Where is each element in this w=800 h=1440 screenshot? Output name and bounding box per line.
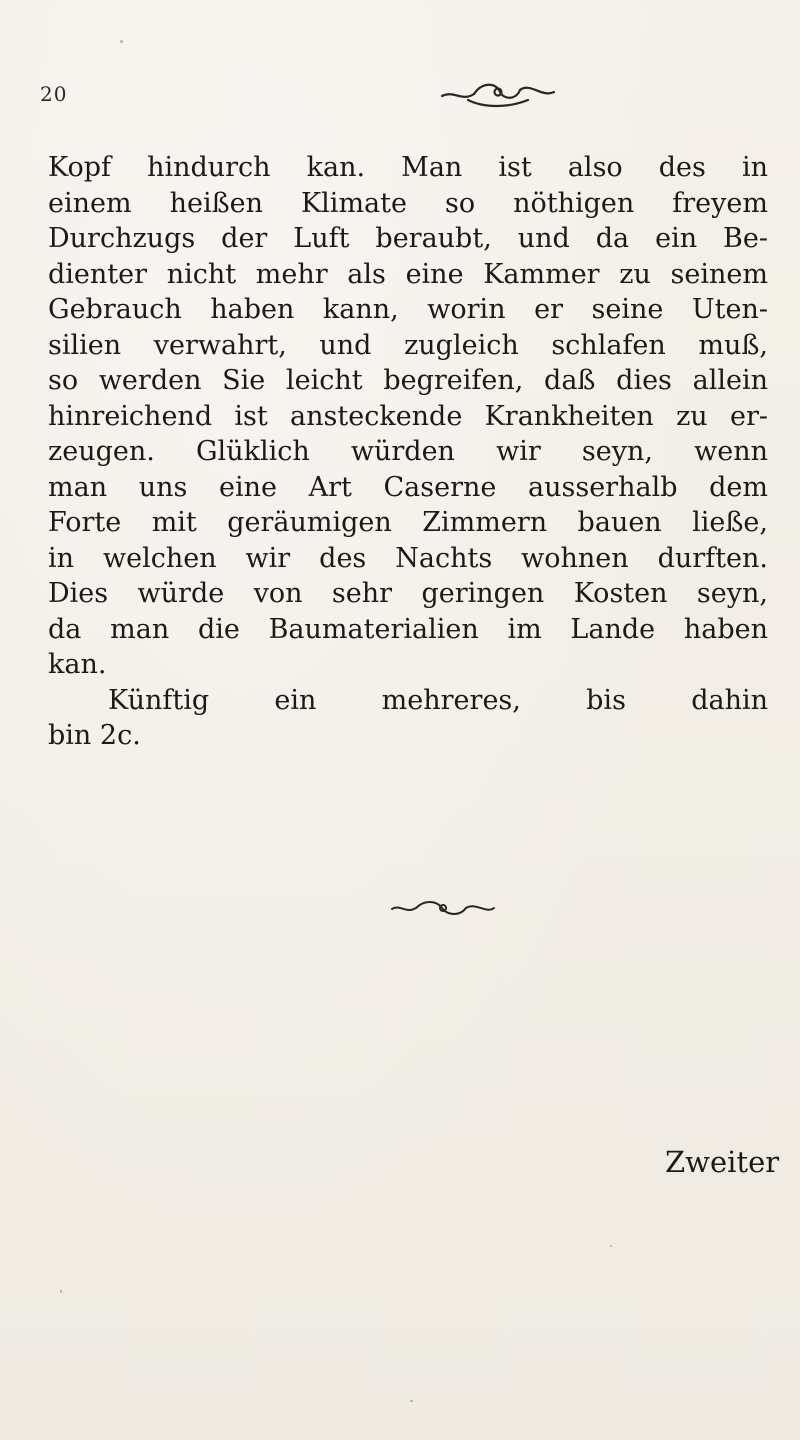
paper-speck bbox=[410, 1400, 413, 1402]
body-text bbox=[48, 150, 768, 754]
text-line: hinreichend ist ansteckende Krankheiten zu er- bbox=[48, 400, 768, 432]
text-line: man uns eine Art Caserne ausserhalb dem bbox=[48, 471, 768, 503]
text-line: Forte mit geräumigen Zimmern bauen ließe, bbox=[48, 507, 768, 538]
text-line: Dies würde von sehr geringen Kosten seyn, bbox=[48, 578, 768, 609]
text-line: bin 2c. bbox=[48, 720, 141, 751]
text-line: Künftig ein mehreres, bis dahin bbox=[108, 684, 768, 716]
text-line: dienter nicht mehr als eine Kammer zu seinem bbox=[48, 258, 768, 290]
text-line: Kopf hindurch kan. Man ist also des in bbox=[48, 152, 768, 183]
text-line: zeugen. Glüklich würden wir seyn, wenn bbox=[48, 436, 768, 467]
ornament-icon bbox=[388, 896, 498, 922]
page-number: 20 bbox=[40, 82, 68, 106]
catchword: Zweiter bbox=[665, 1145, 780, 1179]
text-line: silien verwahrt, und zugleich schlafen muß, bbox=[48, 329, 768, 361]
paper-speck bbox=[120, 40, 123, 43]
text-line: so werden Sie leicht begreifen, daß dies allein bbox=[48, 365, 768, 396]
ornament-icon bbox=[438, 78, 558, 112]
text-line: Durchzugs der Luft beraubt, und da ein Be- bbox=[48, 223, 768, 254]
text-line: da man die Baumaterialien im Lande haben bbox=[48, 613, 768, 645]
text-line: in welchen wir des Nachts wohnen durften. bbox=[48, 542, 768, 574]
paper-speck bbox=[610, 1245, 612, 1247]
text-line: kan. bbox=[48, 649, 107, 680]
paper-speck bbox=[60, 1290, 62, 1293]
text-line: einem heißen Klimate so nöthigen freyem bbox=[48, 187, 768, 219]
text-line: Gebrauch haben kann, worin er seine Uten- bbox=[48, 294, 768, 325]
